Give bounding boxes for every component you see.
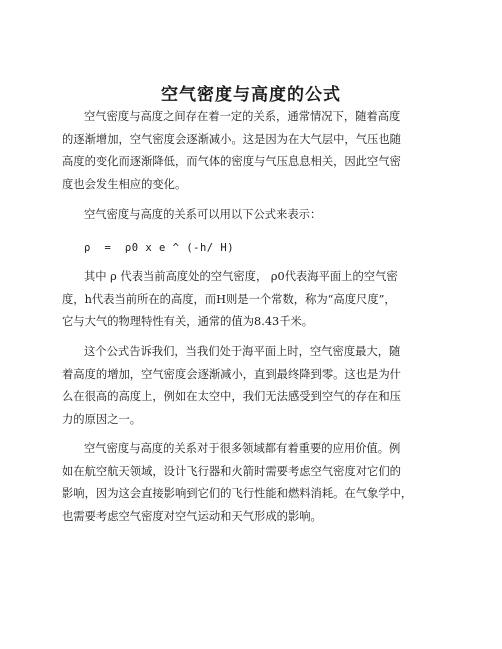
paragraph-line: 空气密度与高度的关系可以用以下公式来表示： bbox=[84, 208, 322, 221]
paragraph-intro bbox=[62, 106, 442, 196]
density-formula: ρ = ρ0 x e ^ (-h/ H) bbox=[84, 242, 235, 254]
paragraph-line: 着高度的增加，空气密度会逐渐减小，直到最终降到零。这也是为什 bbox=[62, 367, 401, 381]
paragraph-line: 力的原因之一。 bbox=[62, 412, 142, 426]
paragraph-line: 影响，因为这会直接影响到它们的飞行性能和燃料消耗。在气象学中， bbox=[62, 487, 413, 500]
paragraph-line: 空气密度与高度的关系对于很多领域都有着重要的应用价值。例 bbox=[84, 442, 401, 455]
paragraph-variables bbox=[62, 266, 442, 334]
paragraph-line: 度，h代表当前所在的高度，而H则是一个常数，称为“高度尺度”， bbox=[62, 292, 396, 306]
paragraph-line: 么在很高的高度上，例如在太空中，我们无法感受到空气的存在和压 bbox=[62, 390, 401, 403]
paragraph-line: 空气密度与高度之间存在着一定的关系，通常情况下，随着高度 bbox=[84, 110, 401, 123]
paragraph-line: 度也会发生相应的变化。 bbox=[62, 177, 187, 191]
paragraph-line: 高度的变化而逐渐降低，而气体的密度与气压息息相关，因此空气密 bbox=[62, 155, 401, 168]
paragraph-line: 其中 ρ 代表当前高度处的空气密度， ρ0代表海平面上的空气密 bbox=[84, 270, 398, 283]
paragraph-formula-intro bbox=[62, 204, 442, 227]
document-title: 空气密度与高度的公式 bbox=[161, 85, 341, 105]
paragraph-line: 它与大气的物理特性有关，通常的值为8.43千米。 bbox=[62, 315, 314, 328]
paragraph-line: 如在航空航天领域，设计飞行器和火箭时需要考虑空气密度对它们的 bbox=[62, 464, 401, 478]
paragraph-line: 的逐渐增加，空气密度会逐渐减小。这是因为在大气层中，气压也随 bbox=[62, 132, 401, 146]
paragraph-applications bbox=[62, 438, 442, 528]
paragraph-meaning bbox=[62, 341, 442, 431]
paragraph-line: 也需要考虑空气密度对空气运动和天气形成的影响。 bbox=[62, 509, 322, 523]
paragraph-line: 这个公式告诉我们，当我们处于海平面上时，空气密度最大，随 bbox=[84, 345, 401, 358]
